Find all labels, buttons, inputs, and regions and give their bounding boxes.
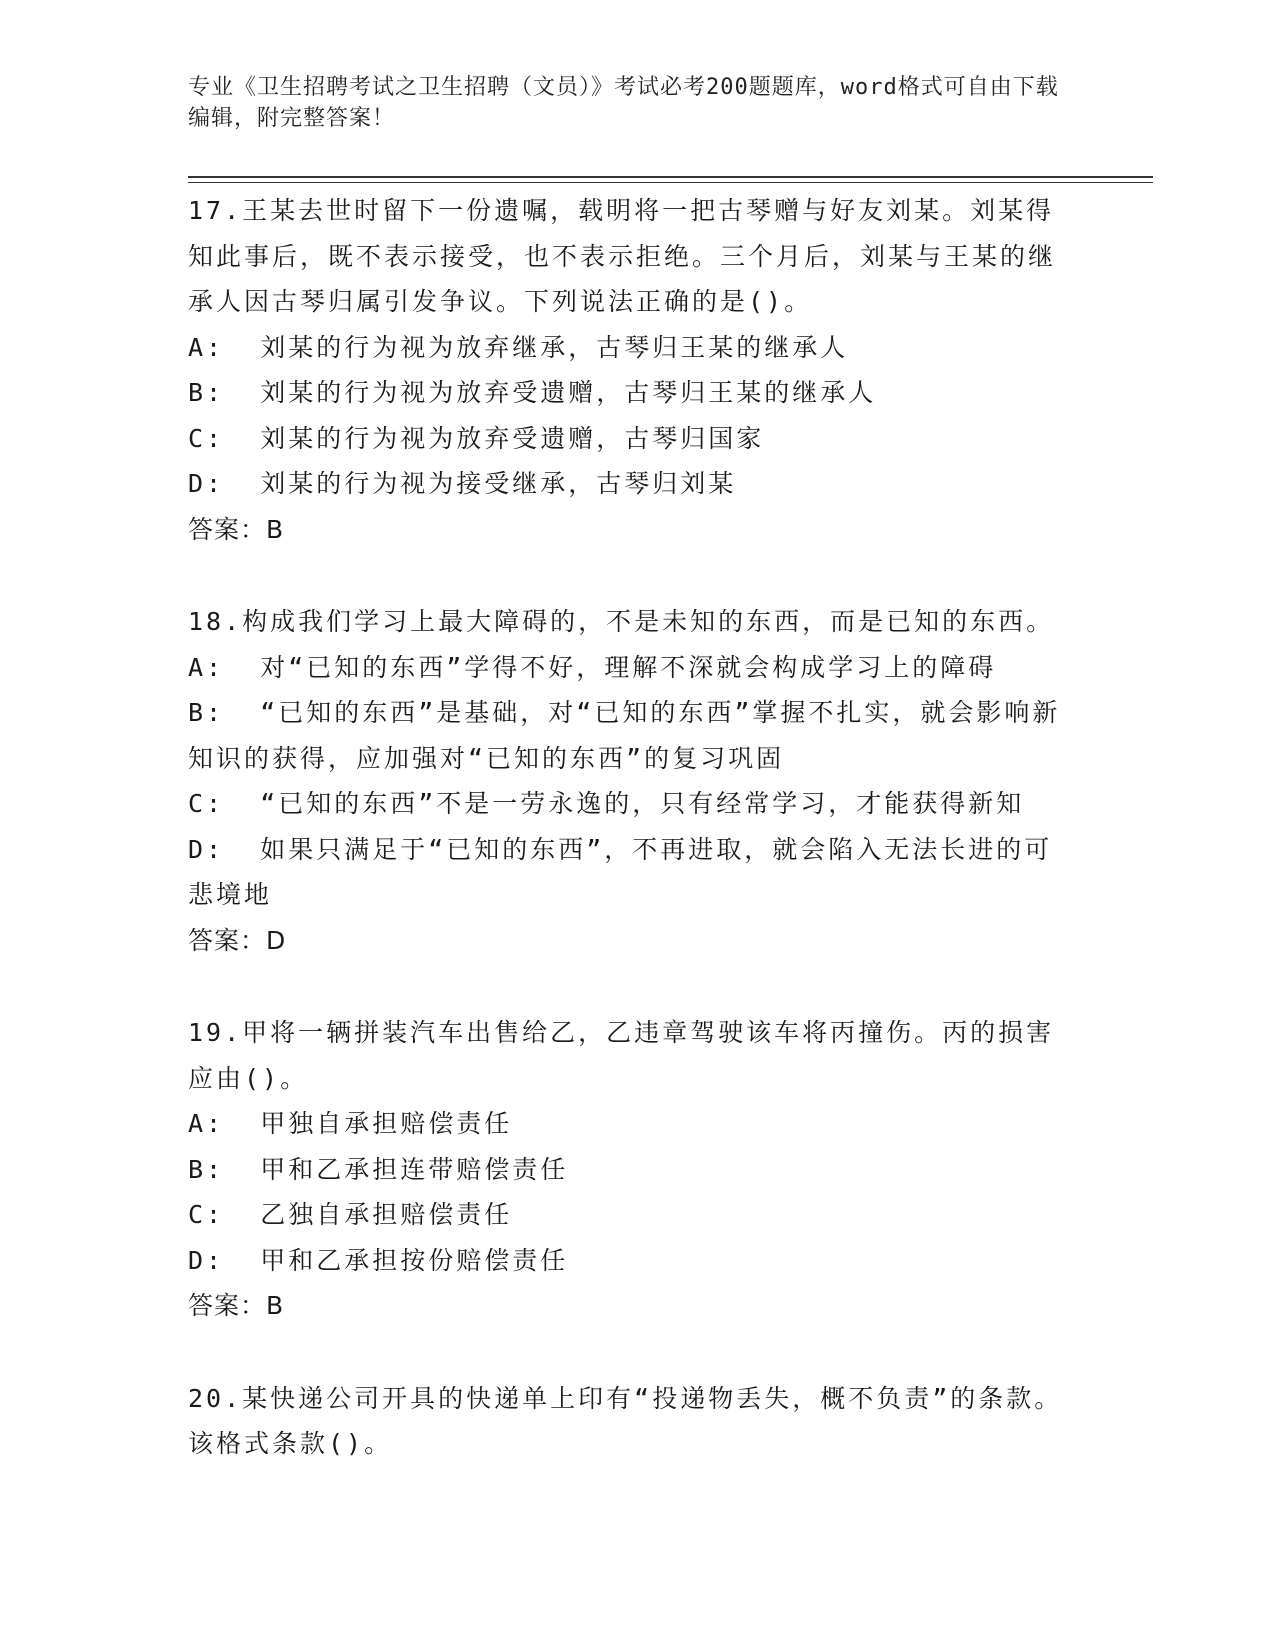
option-b: B: 刘某的行为视为放弃受遗赠，古琴归王某的继承人: [188, 378, 877, 407]
question-19: [188, 1010, 1068, 1329]
answer-line: 答案：B: [188, 514, 285, 544]
option-b: B: “已知的东西”是基础，对“已知的东西”掌握不扎实，就会影响新知识的获得，应加强对“已知的东西”的复习巩固: [188, 698, 1061, 773]
option-d: D: 如果只满足于“已知的东西”，不再进取，就会陷入无法长进的可悲境地: [188, 834, 1053, 909]
option-d: D: 刘某的行为视为接受继承，古琴归刘某: [188, 469, 737, 498]
option-c: C: 刘某的行为视为放弃受遗赠，古琴归国家: [188, 423, 765, 453]
question-list: [188, 188, 1068, 1514]
question-stem: 19.甲将一辆拼装汽车出售给乙，乙违章驾驶该车将丙撞伤。丙的损害应由()。: [188, 1018, 1055, 1093]
option-a: A: 甲独自承担赔偿责任: [188, 1109, 513, 1138]
option-c: C: “已知的东西”不是一劳永逸的，只有经常学习，才能获得新知: [188, 789, 1025, 818]
question-stem: 18.构成我们学习上最大障碍的，不是未知的东西，而是已知的东西。: [188, 607, 1055, 636]
answer-line: 答案：B: [188, 1291, 285, 1320]
document-header: 专业《卫生招聘考试之卫生招聘（文员）》考试必考200题题库，word格式可自由下载编辑，附完整答案！: [188, 75, 1059, 131]
option-d: D: 甲和乙承担按份赔偿责任: [188, 1245, 569, 1275]
question-stem: 17.王某去世时留下一份遗嘱，载明将一把古琴赠与好友刘某。刘某得知此事后，既不表示接受，也不表示拒绝。三个月后，刘某与王某的继承人因古琴归属引发争议。下列说法正确的是()。: [188, 196, 1057, 316]
option-b: B: 甲和乙承担连带赔偿责任: [188, 1154, 569, 1184]
header-divider-thin: [188, 182, 1153, 183]
option-c: C: 乙独自承担赔偿责任: [188, 1200, 513, 1229]
question-18: [188, 599, 1068, 963]
question-stem: 20.某快递公司开具的快递单上印有“投递物丢失，概不负责”的条款。该格式条款()。: [188, 1383, 1063, 1458]
question-20: [188, 1376, 1068, 1467]
option-a: A: 对“已知的东西”学得不好，理解不深就会构成学习上的障碍: [188, 652, 997, 682]
option-a: A: 刘某的行为视为放弃继承，古琴归王某的继承人: [188, 332, 849, 362]
question-17: [188, 188, 1068, 552]
answer-line: 答案：D: [188, 925, 287, 955]
header-divider-thick: [188, 176, 1153, 178]
